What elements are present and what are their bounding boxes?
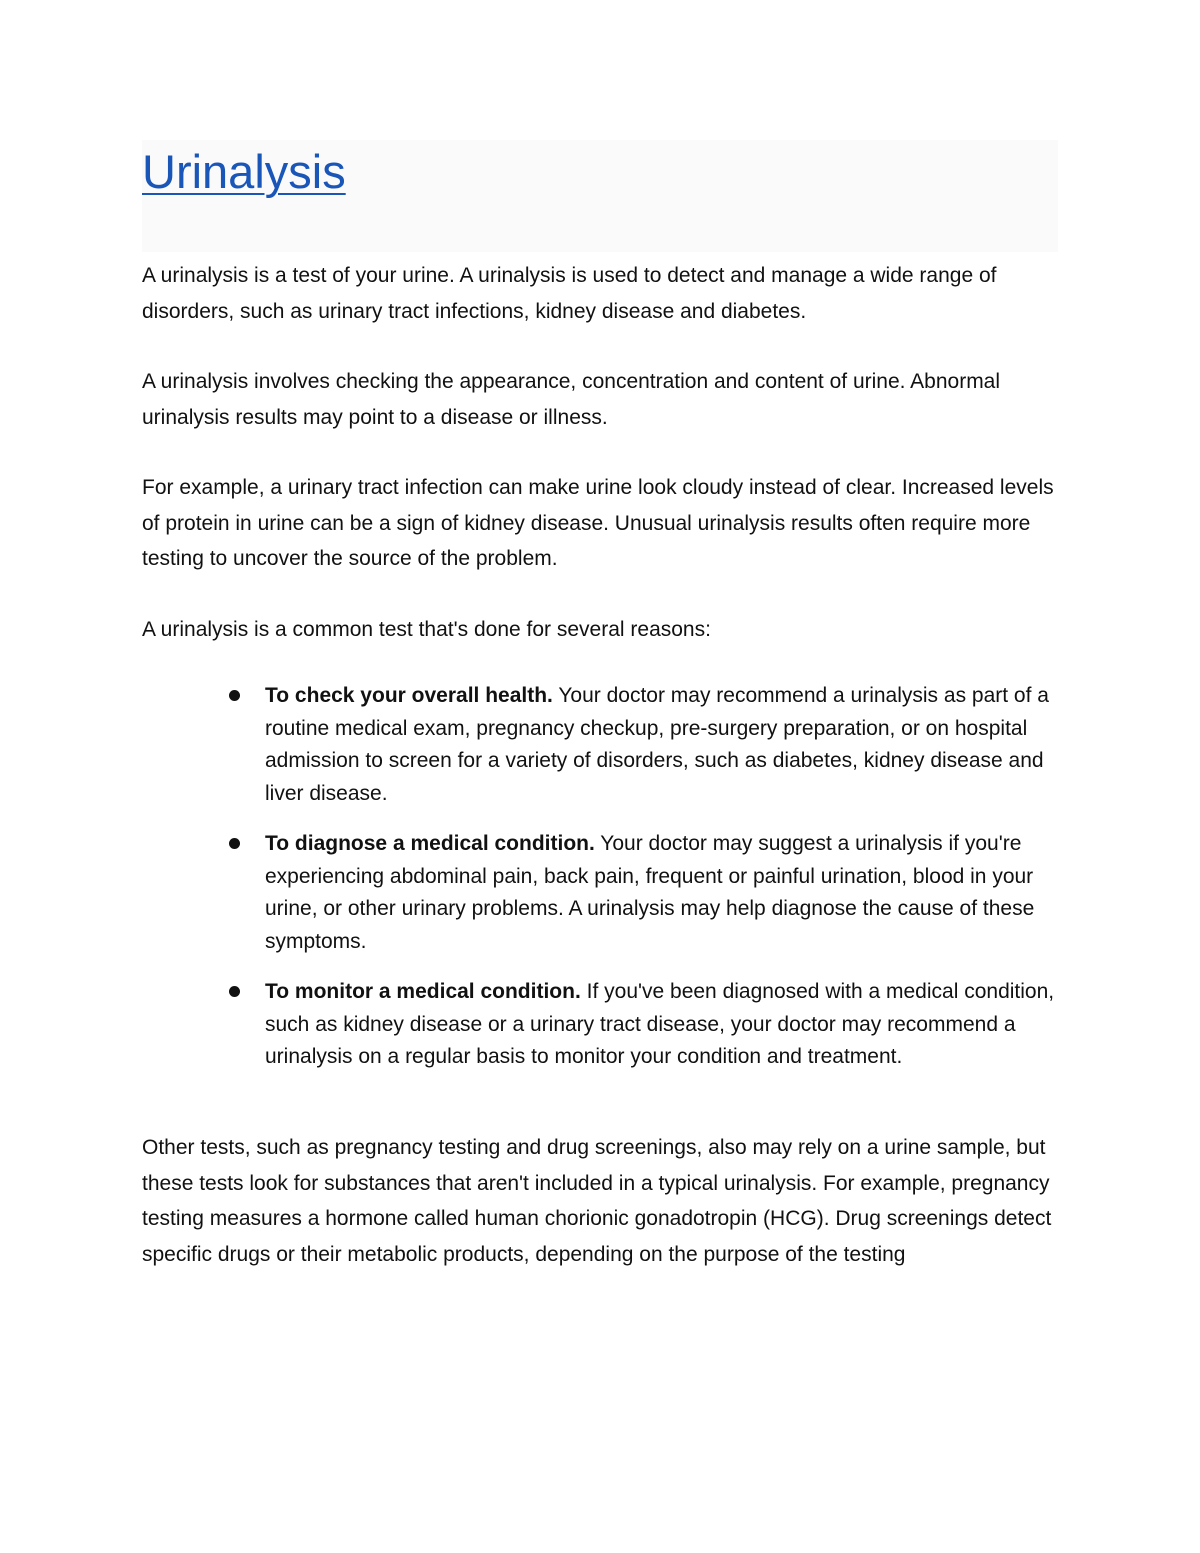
list-item-text: If you've been diagnosed with a medical condition, such as kidney disease or a urinary tract disease, your doctor may recommend a urinalysis on a regular basis to monitor your condition and treatment. <box>265 980 1055 1068</box>
list-item <box>142 828 1072 958</box>
list-item-heading: To monitor a medical condition. <box>265 980 581 1003</box>
paragraph-example: For example, a urinary tract infection can make urine look cloudy instead of clear. Increased levels of protein in urine can be a sign of kidney disease. Unusual urinalysis results often require more testing to uncover the source of the problem. <box>142 476 1054 570</box>
bullet-icon <box>229 838 240 849</box>
title-banner <box>142 140 1058 252</box>
list-item <box>142 680 1072 810</box>
paragraph-other-tests: Other tests, such as pregnancy testing and drug screenings, also may rely on a urine sample, but these tests look for substances that aren't included in a typical urinalysis. For example, pregnancy testing measures a hormone called human chorionic gonadotropin (HCG). Drug screenings detect specific drugs or their metabolic products, depending on the purpose of the testing <box>142 1136 1052 1266</box>
list-item-text: Your doctor may suggest a urinalysis if you're experiencing abdominal pain, back pain, frequent or painful urination, blood in your urine, or other urinary problems. A urinalysis may help diagnose the cause of these symptoms. <box>265 832 1035 953</box>
reasons-list <box>142 680 1072 1092</box>
paragraph-reasons-lead: A urinalysis is a common test that's done for several reasons: <box>142 618 711 641</box>
list-item-heading: To check your overall health. <box>265 684 553 707</box>
list-item <box>142 976 1072 1074</box>
paragraph-involves: A urinalysis involves checking the appearance, concentration and content of urine. Abnormal urinalysis results may point to a disease or illness. <box>142 370 1001 429</box>
title-link[interactable]: Urinalysis <box>142 145 346 198</box>
list-item-text: Your doctor may recommend a urinalysis as part of a routine medical exam, pregnancy checkup, pre-surgery preparation, or on hospital admission to screen for a variety of disorders, such as diabetes, kidney disease and liver disease. <box>265 684 1049 805</box>
bullet-icon <box>229 986 240 997</box>
bullet-icon <box>229 690 240 701</box>
paragraph-intro: A urinalysis is a test of your urine. A urinalysis is used to detect and manage a wide range of disorders, such as urinary tract infections, kidney disease and diabetes. <box>142 264 997 323</box>
list-item-heading: To diagnose a medical condition. <box>265 832 595 855</box>
